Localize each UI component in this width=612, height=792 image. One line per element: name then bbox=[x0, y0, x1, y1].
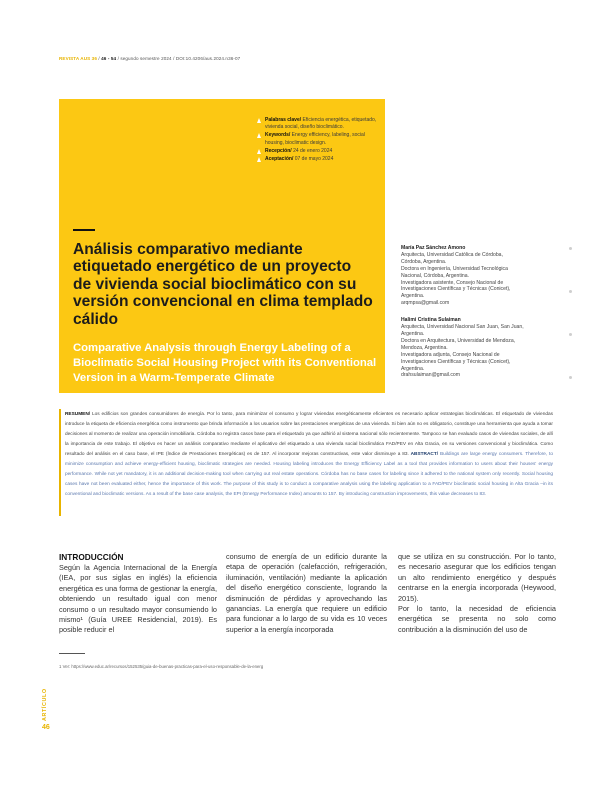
author-affiliation: Arquitecta, Universidad Católica de Córdoba, bbox=[401, 251, 503, 258]
title-divider bbox=[73, 229, 95, 231]
keywords-block bbox=[257, 117, 385, 164]
body-column-2: consumo de energía de un edificio durante la etapa de operación (calefacción, refrigeración, iluminación, ventilación) mediante la aplicación del diseño energético consciente, logrando la disminución de pérdidas y aprovechando las ganancias. La energía que requiere un edificio para funcionar a lo largo de su vida es 10 veces superior a la energía incorporada bbox=[226, 552, 387, 634]
author-affiliation: Nacional, Córdoba, Argentina. bbox=[401, 272, 469, 279]
margin-dot bbox=[569, 290, 572, 293]
body-column-3 bbox=[398, 552, 556, 635]
body-paragraph: Por lo tanto, la necesidad de eficiencia energética se presenta no solo como contribución a la disminución del uso de bbox=[398, 604, 556, 634]
author-1 bbox=[401, 245, 561, 307]
abstract-accent-bar bbox=[59, 409, 61, 516]
accepted-label: Aceptación/ bbox=[265, 156, 294, 163]
margin-dot bbox=[569, 333, 572, 336]
keywords-en-text: Energy efficiency, labeling, social housing, bioclimatic design. bbox=[265, 132, 365, 146]
body-paragraph: que se utiliza en su construcción. Por lo tanto, es necesario asegurar que los edificios tengan un alto rendimiento energético y después centrarse en la energía incorporada (Heywood, 2015). bbox=[398, 552, 556, 603]
running-head: REVISTA AUS 36 / 46 - 54 / segundo semestre 2024 / DOI:10.4206/aus.2024.n36-07 bbox=[59, 56, 241, 61]
keywords-es-row bbox=[257, 117, 385, 131]
footnote-rule bbox=[59, 653, 85, 654]
keywords-en-label: Keywords/ bbox=[265, 132, 291, 139]
section-side-label: ARTÍCULO bbox=[42, 688, 48, 721]
author-email[interactable]: drahsulaiman@gmail.com bbox=[401, 372, 460, 379]
resumen-label: RESUMEN/ bbox=[65, 412, 91, 417]
abstract-text: Buildings are large energy consumers. Therefore, to minimize consumption and achieve energy-efficient housing, bioclimatic strategies are needed. Housing labeling introduces the Energy Efficiency Label as a tool that provides information to users about their houses' energy performance. While not yet mandatory, it is an additional decision-making tool when carrying out real estate operations. Córdoba has no base cases for labeling since it adhered to the national system only recently. Social housing cases have not been evaluated either, hence the importance of this work. The purpose of this study is to conduct a comparative analysis using the labeling application to a FAD/PEV bioclimatic social housing in Alta Gracia –in its conventional and bioclimatic versions. As a result of the base case analysis, the EPI (Energy Performance Index) amounts to 157. By introducing construction improvements, this value decreases to 83. bbox=[65, 452, 553, 497]
triangle-icon bbox=[257, 118, 261, 123]
keywords-en-row bbox=[257, 132, 385, 146]
author-affiliation: Doctora en Ingeniería, Universidad Tecnológica bbox=[401, 265, 508, 272]
author-email[interactable]: arqmpsa@gmail.com bbox=[401, 300, 450, 307]
body-column-1: Según la Agencia Internacional de la Energía (IEA, por sus siglas en inglés) la eficiencia energética es una forma de gestionar la energía, obteniendo un resultado igual con menor consumo o un resultado mayor consumiendo lo mismo¹ (Guía UREE Residencial, 2019). Es posible reducir el bbox=[59, 563, 217, 635]
keywords-es-label: Palabras clave/ bbox=[265, 117, 302, 123]
received-label: Recepción/ bbox=[265, 147, 292, 154]
author-affiliation: Argentina. bbox=[401, 365, 425, 372]
issue-doi: / segundo semestre 2024 / DOI:10.4206/aus.2024.n36-07 bbox=[117, 56, 241, 61]
author-affiliation: Argentina. bbox=[401, 330, 425, 337]
journal-name: REVISTA AUS 36 bbox=[59, 56, 97, 61]
received-row bbox=[257, 148, 385, 155]
article-title-es: Análisis comparativo mediante etiquetado energético de un proyecto de vivienda social bioclimático con su versión convencional en clima templado cálido bbox=[73, 241, 373, 328]
author-affiliation: Arquitecta, Universidad Nacional San Juan, San Juan, bbox=[401, 324, 524, 331]
page-range: 46 - 54 bbox=[101, 56, 117, 61]
page-number: 46 bbox=[42, 724, 50, 731]
accepted-row bbox=[257, 156, 385, 163]
received-date: 24 de enero 2024 bbox=[291, 147, 333, 154]
section-heading-introduccion: INTRODUCCIÓN bbox=[59, 552, 124, 562]
footnote[interactable]: 1 Ver: https://www.educ.ar/recursos/152535/guia-de-buenas-practicas-para-el-uso-responsable-de-la-energ bbox=[59, 664, 264, 669]
authors-block bbox=[401, 245, 561, 389]
article-title-en: Comparative Analysis through Energy Labeling of a Bioclimatic Social Housing Project with its Conventional Version in a Warm-Temperate Climate bbox=[73, 342, 377, 384]
author-affiliation: Investigadora adjunta, Consejo Nacional de bbox=[401, 351, 500, 358]
abstract-paragraph bbox=[65, 410, 553, 500]
author-affiliation: Mendoza, Argentina. bbox=[401, 344, 448, 351]
triangle-icon bbox=[257, 133, 261, 138]
author-name: Halimi Cristina Sulaiman bbox=[401, 317, 461, 324]
margin-dot bbox=[569, 247, 572, 250]
keywords-es-text: Eficiencia energética, etiquetado, vivienda social, diseño bioclimático. bbox=[265, 117, 377, 131]
author-affiliation: Investigaciones Científicas y Técnicas (Conicet), bbox=[401, 358, 511, 365]
author-affiliation: Doctora en Arquitectura, Universidad de Mendoza, bbox=[401, 337, 516, 344]
accepted-date: 07 de mayo 2024 bbox=[293, 156, 334, 163]
author-name: María Paz Sánchez Amono bbox=[401, 245, 466, 251]
triangle-icon bbox=[257, 157, 261, 162]
margin-dot bbox=[569, 376, 572, 379]
resumen-text: Los edificios son grandes consumidores de energía. Por lo tanto, para minimizar el consumo y lograr viviendas energéticamente eficientes es necesario aplicar estrategias bioclimáticas. El etiquetado de viviendas introduce la etiqueta de eficiencia energética como instrumento que brinda información a los usuarios sobre las prestaciones energéticas de una vivienda. Si bien aún no es obligatorio, constituye una herramienta que ayuda a tomar decisiones al momento de realizar una operación inmobiliaria. Córdoba no registra casos base para el etiquetado ya que adhirió al sistema nacional sólo recientemente. Tampoco se han evaluado casos de viviendas sociales, de allí la importancia de este trabajo. El objetivo es hacer un análisis comparativo mediante el aplicativo del etiquetado a una vivienda social bioclimática FAD/PEV en Alta Gracia, en su versiones convencional y bioclimática. Como resultado del análisis en el caso base, el IPE (Índice de Prestaciones Energéticas) es de 157. Al incorporar mejoras constructivas, este valor disminuye a 83. bbox=[65, 412, 553, 457]
author-affiliation: Argentina. bbox=[401, 293, 425, 300]
triangle-icon bbox=[257, 149, 261, 154]
author-2 bbox=[401, 317, 561, 379]
author-affiliation: Investigaciones Científicas y Técnicas (Conicet), bbox=[401, 286, 511, 293]
author-affiliation: Investigadora asistente, Consejo Nacional de bbox=[401, 279, 504, 286]
author-affiliation: Córdoba, Argentina. bbox=[401, 258, 447, 265]
abstract-label: ABSTRACT/ bbox=[408, 452, 439, 457]
